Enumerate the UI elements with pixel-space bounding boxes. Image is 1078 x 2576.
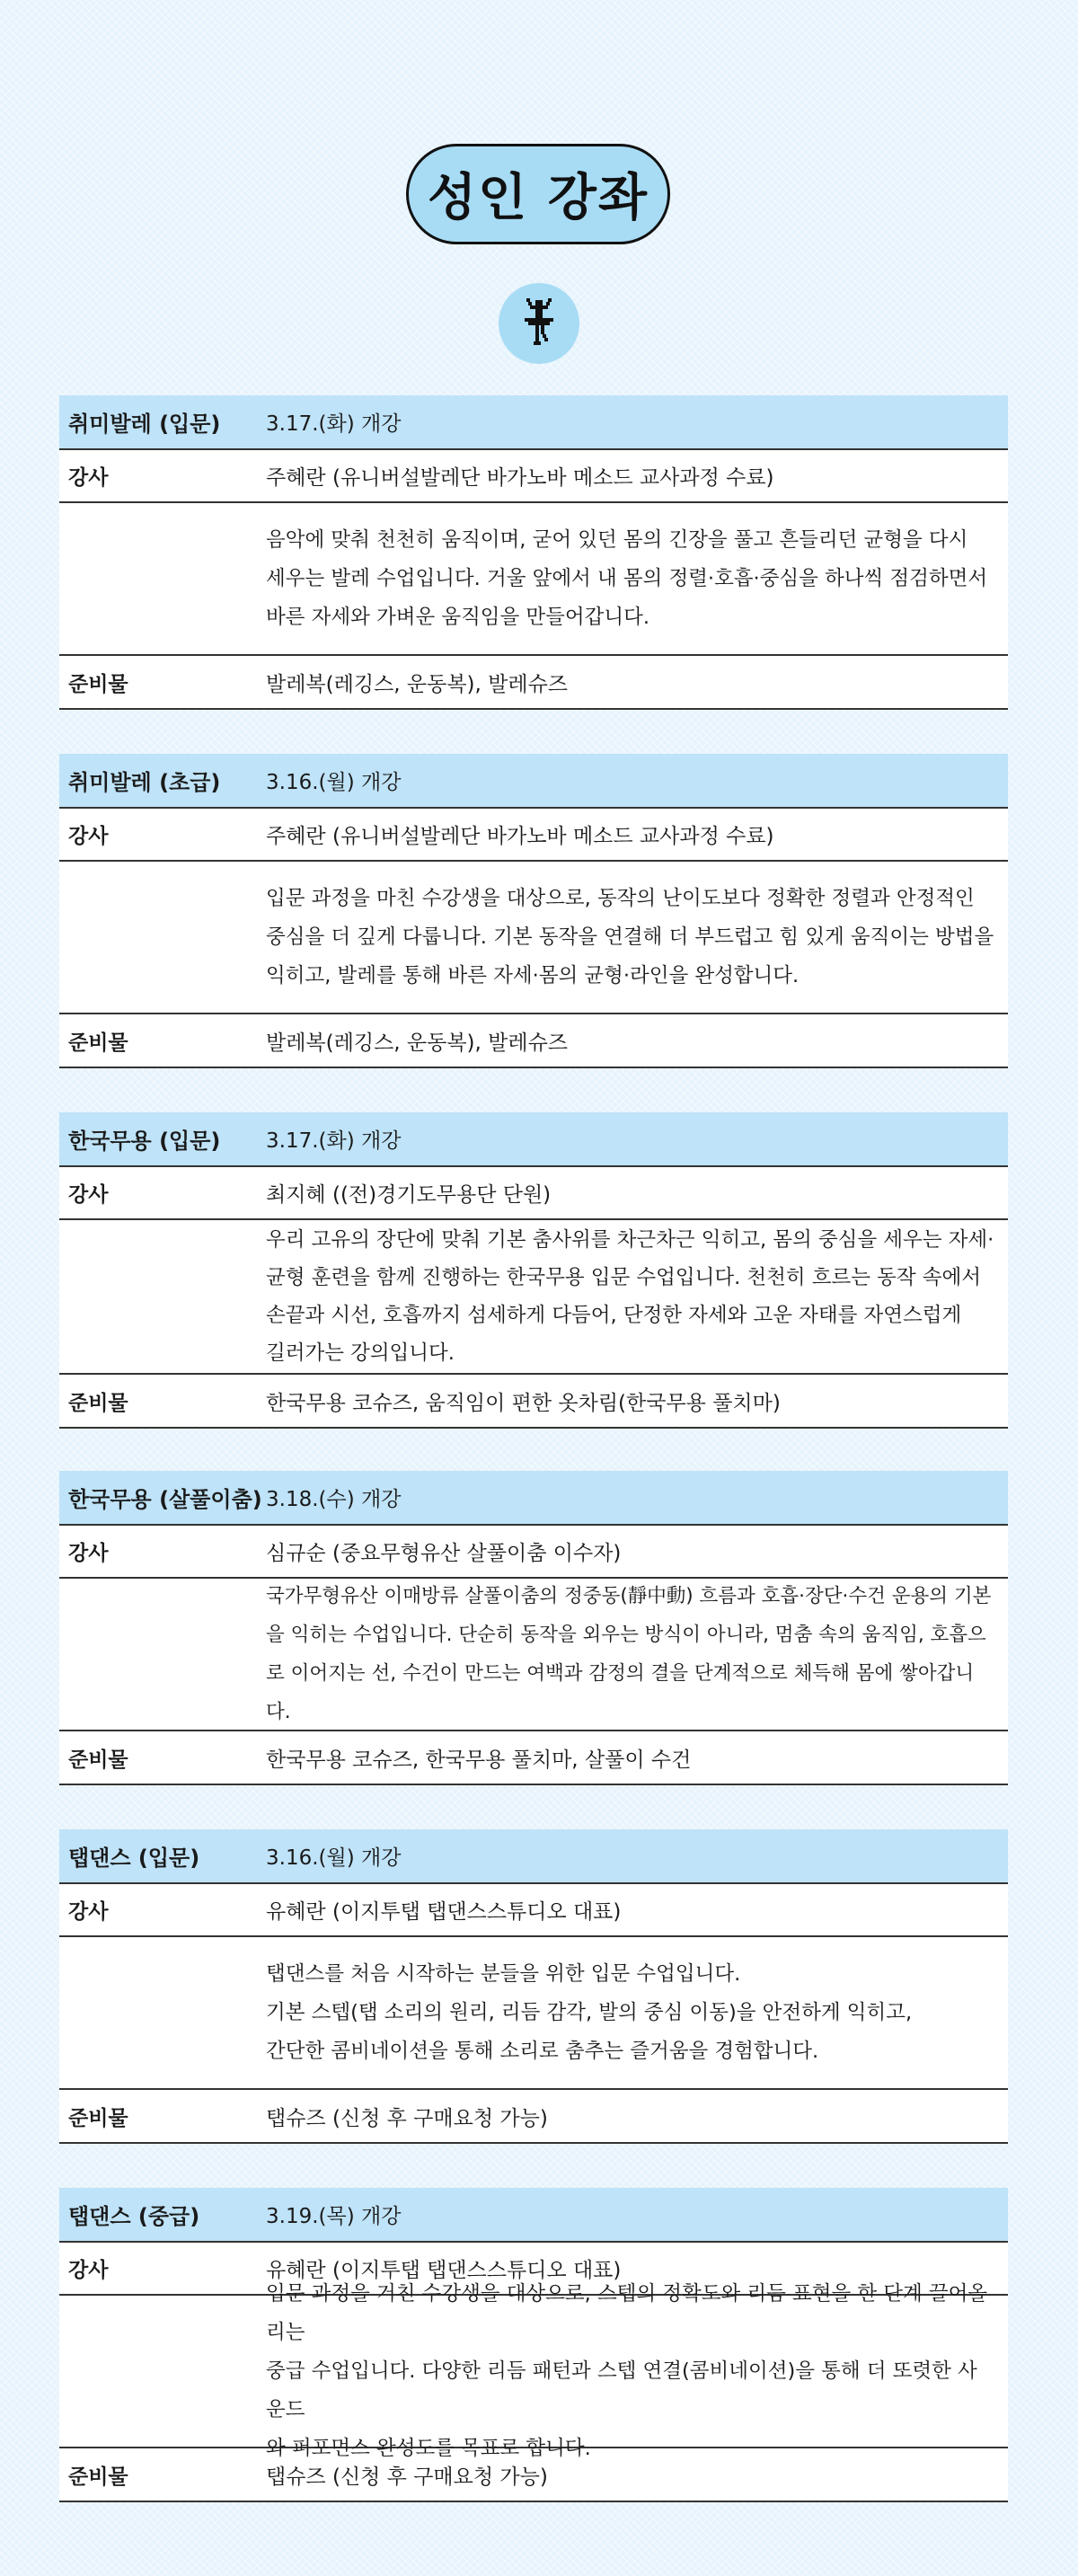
instructor-label: 강사: [68, 1183, 109, 1207]
instructor-name: 유혜란 (이지투탭 탭댄스스튜디오 대표): [266, 1900, 622, 1924]
course-card: [59, 1112, 1008, 1429]
instructor-name: 주혜란 (유니버설발레단 바가노바 메소드 교사과정 수료): [266, 825, 774, 848]
course-card: [59, 395, 1008, 712]
description-line: 길러가는 강의입니다.: [266, 1341, 455, 1365]
course-header: [59, 1471, 1008, 1526]
course-card: [59, 1471, 1008, 1787]
instructor-row: [59, 1526, 1008, 1579]
course-name: 취미발레 (입문): [68, 412, 221, 437]
instructor-label: 강사: [68, 1900, 109, 1924]
course-header: [59, 754, 1008, 809]
course-start-date: 3.19.(목) 개강: [266, 2205, 402, 2228]
page-title: 성인 강좌: [406, 144, 670, 244]
prep-label: 준비물: [68, 2465, 128, 2489]
description-line: 입문 과정을 거친 수강생을 대상으로, 스텝의 정확도와 리듬 표현을 한 단계 끌어올리는: [266, 2281, 988, 2344]
description-row: [59, 2281, 1008, 2460]
instructor-row: [59, 1167, 1008, 1220]
page-header: [0, 0, 1078, 377]
prep-items: 발레복(레깅스, 운동복), 발레슈즈: [266, 672, 569, 696]
course-start-date: 3.16.(월) 개강: [266, 1846, 402, 1870]
description-line: 우리 고유의 장단에 맞춰 기본 춤사위를 차근차근 익히고, 몸의 중심을 세우는 자세·: [266, 1228, 994, 1252]
course-name: 탭댄스 (입문): [68, 1846, 200, 1871]
description-line: 중급 수업입니다. 다양한 리듬 패턴과 스텝 연결(콤비네이션)을 통해 더 또렷한 사운드: [266, 2359, 977, 2421]
description-line: 기본 스텝(탭 소리의 원리, 리듬 감각, 발의 중심 이동)을 안전하게 익히고,: [266, 2000, 913, 2024]
instructor-name: 주혜란 (유니버설발레단 바가노바 메소드 교사과정 수료): [266, 466, 774, 490]
prep-row: [59, 1014, 1008, 1068]
instructor-label: 강사: [68, 2259, 109, 2282]
instructor-name: 유혜란 (이지투탭 탭댄스스튜디오 대표): [266, 2259, 622, 2282]
course-start-date: 3.17.(화) 개강: [266, 412, 402, 436]
prep-label: 준비물: [68, 1748, 128, 1772]
instructor-name: 최지혜 ((전)경기도무용단 단원): [266, 1183, 552, 1207]
instructor-row: [59, 1884, 1008, 1937]
description-row: [59, 862, 1008, 1014]
course-name: 탭댄스 (중급): [68, 2204, 200, 2229]
prep-row: [59, 1731, 1008, 1785]
instructor-label: 강사: [68, 1542, 109, 1565]
course-start-date: 3.17.(화) 개강: [266, 1129, 402, 1153]
course-description: [266, 880, 1008, 996]
instructor-label: 강사: [68, 825, 109, 848]
course-card: [59, 1829, 1008, 2146]
instructor-row: [59, 450, 1008, 503]
description-line: 균형 훈련을 함께 진행하는 한국무용 입문 수업입니다. 천천히 흐르는 동작 속에서: [266, 1266, 981, 1289]
description-row: [59, 503, 1008, 656]
prep-label: 준비물: [68, 672, 128, 696]
prep-label: 준비물: [68, 1031, 128, 1055]
course-description: [266, 1955, 1008, 2071]
course-description: [266, 521, 1008, 637]
course-start-date: 3.16.(월) 개강: [266, 771, 402, 794]
course-list: [59, 395, 1008, 2546]
description-line: 손끝과 시선, 호흡까지 섬세하게 다듬어, 단정한 자세와 고운 자태를 자연스럽게: [266, 1304, 962, 1327]
course-description: [266, 1577, 1008, 1731]
course-header: [59, 1829, 1008, 1884]
prep-items: 탭슈즈 (신청 후 구매요청 가능): [266, 2106, 548, 2130]
course-start-date: 3.18.(수) 개강: [266, 1488, 402, 1511]
description-row: [59, 1220, 1008, 1375]
prep-items: 한국무용 코슈즈, 움직임이 편한 옷차림(한국무용 풀치마): [266, 1391, 781, 1415]
course-header: [59, 395, 1008, 450]
description-line: 간단한 콤비네이션을 통해 소리로 춤추는 즐거움을 경험합니다.: [266, 2039, 819, 2063]
ballerina-icon: [499, 283, 579, 364]
prep-items: 탭슈즈 (신청 후 구매요청 가능): [266, 2465, 548, 2489]
prep-label: 준비물: [68, 2106, 128, 2130]
course-header: [59, 2188, 1008, 2243]
prep-items: 한국무용 코슈즈, 한국무용 풀치마, 살풀이 수건: [266, 1748, 692, 1772]
prep-row: [59, 656, 1008, 710]
course-name: 한국무용 (살풀이춤): [68, 1487, 262, 1512]
course-name: 취미발레 (초급): [68, 770, 221, 795]
description-line: 국가무형유산 이매방류 살풀이춤의 정중동(靜中動) 흐름과 호흡·장단·수건 운용의 기본: [266, 1585, 992, 1607]
course-card: [59, 754, 1008, 1070]
description-line: 로 이어지는 선, 수건이 만드는 여백과 감정의 결을 단계적으로 체득해 몸에 쌓아갑니다.: [266, 1662, 975, 1723]
description-line: 바른 자세와 가벼운 움직임을 만들어갑니다.: [266, 605, 649, 629]
instructor-row: [59, 809, 1008, 862]
description-line: 세우는 발레 수업입니다. 거울 앞에서 내 몸의 정렬·호흡·중심을 하나씩 점검하면서: [266, 566, 988, 590]
prep-items: 발레복(레깅스, 운동복), 발레슈즈: [266, 1031, 569, 1055]
course-description: [266, 1221, 1008, 1372]
description-row: [59, 1937, 1008, 2090]
description-line: 탭댄스를 처음 시작하는 분들을 위한 입문 수업입니다.: [266, 1961, 741, 1986]
course-card: [59, 2188, 1008, 2504]
course-description: [266, 2275, 1008, 2468]
course-header: [59, 1112, 1008, 1167]
instructor-label: 강사: [68, 466, 109, 490]
description-row: [59, 1579, 1008, 1731]
prep-row: [59, 1375, 1008, 1429]
description-line: 익히고, 발레를 통해 바른 자세·몸의 균형·라인을 완성합니다.: [266, 963, 800, 987]
prep-row: [59, 2090, 1008, 2144]
course-name: 한국무용 (입문): [68, 1129, 221, 1154]
description-line: 을 익히는 수업입니다. 단순히 동작을 외우는 방식이 아니라, 멈춤 속의 움직임, 호흡으: [266, 1624, 986, 1646]
instructor-name: 심규순 (중요무형유산 살풀이춤 이수자): [266, 1542, 622, 1565]
description-line: 와 퍼포먼스 완성도를 목표로 합니다.: [266, 2436, 591, 2460]
prep-label: 준비물: [68, 1391, 128, 1415]
description-line: 음악에 맞춰 천천히 움직이며, 굳어 있던 몸의 긴장을 풀고 흔들리던 균형을 다시: [266, 527, 968, 552]
description-line: 입문 과정을 마친 수강생을 대상으로, 동작의 난이도보다 정확한 정렬과 안정적인: [266, 886, 975, 910]
description-line: 중심을 더 깊게 다룹니다. 기본 동작을 연결해 더 부드럽고 힘 있게 움직이는 방법을: [266, 925, 994, 949]
